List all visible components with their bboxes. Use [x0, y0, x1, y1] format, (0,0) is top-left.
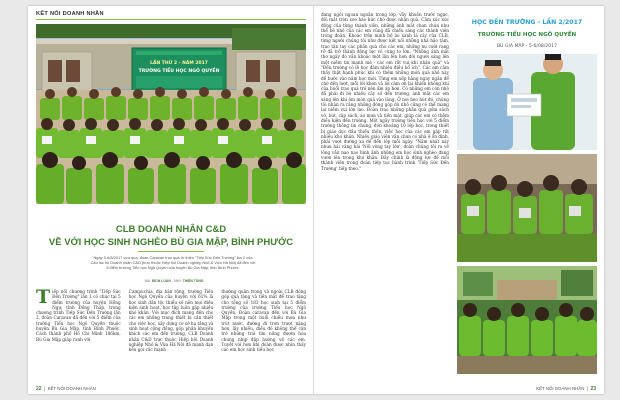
footer-left-text: KẾT NỐI DOANH NHÂN	[47, 386, 96, 391]
byline-prefix: BÀI:	[144, 279, 151, 283]
classroom-photo-illustration	[457, 266, 597, 374]
footer-right: KẾT NỐI DOANH NHÂN | 23	[536, 386, 596, 392]
group-photo-illustration	[36, 24, 306, 204]
header-rule	[36, 19, 306, 20]
banner-text-2: TRƯỜNG TIỂU HỌC NGÔ QUYỀN	[138, 69, 220, 74]
byline-author: BÍCH LOAN	[151, 279, 171, 283]
title-divider	[138, 251, 204, 252]
banner-text-1: LẦN THỨ 2 - NĂM 2017	[150, 61, 208, 66]
handover-photo	[457, 12, 597, 150]
classroom-photo	[457, 266, 597, 374]
section-tag: KẾT NỐI DOANH NHÂN	[36, 11, 104, 17]
photo1-banner-line3: BÙ GIA MẬP - 5-6/08/2017	[496, 44, 558, 49]
body-column-2: Campuchia, địa bàn rộng, trường Tiểu học Ngô Quyền của huyện với 61% là học sinh dân tộc thiểu số nên mọi điều kiện sinh hoạt, học tập luôn gặp nhiều khó khăn. Với mục đích mang đến cho các em những trang thiết bị cần thiết cho việc học, xây dựng cơ sở hạ tầng và sinh hoạt cộng đồng, góp phần khuyến khích các em đến trường, CLB Doanh nhân C&D trực thuộc Hiệp hội Doanh nghiệp Nhỏ & Vừa Hà Nội đã mạnh dạn kêu gọi các mạnh	[128, 289, 214, 353]
children-photo-illustration	[457, 154, 597, 262]
page-number-right: 23	[590, 386, 596, 392]
children-photo	[457, 154, 597, 262]
body-column-1-text: iếp nối chương trình "Tiếp Sức Đến Trường" lần 1 có chúc tại 5 điểm trường của huyện Hồng Ngự, tỉnh Đồng Tháp, trong chương trình Tiếp Sức Đến Trường lần 2, đoàn Caravan đã đến với 5 điểm của trường Tiểu học Ngô Quyền thuộc huyện Bù Gia Mập, tỉnh Bình Phước. Cách thành phố Hồ Chí Minh 186km, Bù Gia Mập giáp ranh với	[36, 289, 121, 342]
article-lead: Ngày 5-6/8/2017 vừa qua, đoàn Caravan trao quà từ thiện "Tiếp Sức Đến Trường" lần 2 của Câu lạc bộ Doanh nhân C&D (trực thuộc Hiệp hội Doanh nghiệp Nhỏ & Vừa Hà Nội) đã đến với 5 điểm trường Tiểu học Ngô Quyền của huyện Bù Gia Mập, tỉnh Bình Phước.	[90, 255, 256, 271]
right-body-column: đang ngồi ngoan ngoãn trong lớp, vẫy khuôn trước ngực, đôi mắt tròn xoe háo hức chờ được nhận quà. Cảm xúc xúc động của từng thành viên, những ánh mắt chan chứa như thể bé nhỏ của các em cũng đã chiếu sáng các thành viên trong đoàn. Khoác trên mình bộ áo xanh lá cây của CLB, từng người chúng tôi như được kết nối những nhà hảo tâm, trao tận tay các phần quà cho các em, những nụ cười rạng rỡ đã trở thành động lực vô cùng to lớn. "Những ánh mắt thơ ngây đó vẫn khoác một lần lên hơn đời người sáng lên một niềm tin mạnh mẽ - các em rất vui khi nhận quà" và "Đến trường có lẽ học đàm nhiều điều bổ ích". Các em cảm thấy thật hạnh phúc khi có thêm những món quà nhỏ này để bước vào năm học mới. Từng em xếp hàng ngay ngắn để chờ đến lượt, mỗi lời khen và lời cảm ơn lại khiến không khí của buổi trao quà trở nên ấm áp hơn. Có những em còn nhỏ đã phải đi bộ nhiều cây số đến trường, ánh mắt các em sáng lên khi ôm món quà vào lòng. Ở nơi heo hút đó, chúng tôi nhận ra rằng những đóng góp dù nhỏ cũng có thể mang lại niềm vui lớn lao. Đoàn trao những phần quà gồm sách vở, bút, cặp sách, áo mưa và tiền mặt, giúp các em có thêm điều kiện đến trường. Một ngày trường tiểu học với 5 điểm trường thông tin chung, đón khoảng 10 lớp học, trong thiết bị giáo dục đầu thiếu thốn, việc học của các em gặp rất nhiều khó khăn. Nhiều giáo viên vẫn chưa có nhà ở ổn định, phải vượt đường xa để đến lớp mỗi ngày. "Năm nhất này nhưa hái vàng hái 'Nối vòng tay lớn', đoàn chúng tôi ra về lòng vẫn nao nao hình ảnh những em học sinh nghèo đang vươn lên trong khó khăn. Đây chính là động lực để mỗi thành viên trong đoàn tiếp tục hành trình 'Tiếp Sức Đến Trường' tiếp theo."	[321, 12, 449, 171]
byline	[124, 279, 224, 283]
magazine-spread	[28, 6, 604, 394]
byline-photographer: THIỆN TÙNG	[182, 279, 204, 283]
dropcap: T	[36, 289, 51, 308]
photo1-banner-line1: HỌC ĐẾN TRƯỜNG - LẦN 2/2017	[471, 19, 583, 26]
group-photo	[36, 24, 306, 204]
page-number-left: 22	[36, 386, 42, 392]
body-column-3: thường quân trong và ngoài CLB đóng góp quà tặng và tiền mặt để trao tặng cho tổng số 183 học sinh tại 5 điểm trường của trường Tiểu học Ngô Quyền. Đoàn caravan đến với Bù Gia Mập trong một buổi chiều mưa như trút nước, đường đi trơn trượt nặng hơn, lầy nhiều, điều đó không thể cản trở những trái tim nồng đượm hòa chung nhịp đập hướng về các em. Tuyệt vời hơn khi đoàn được nhìn thấy các em học sinh tiểu học	[221, 289, 307, 353]
right-page	[315, 6, 604, 394]
article-title-line2: VỀ VỚI HỌC SINH NGHÈO BÙ GIA MẬP, BÌNH PHƯỚC	[48, 237, 294, 248]
body-column-1	[36, 289, 121, 383]
footer-right-text: KẾT NỐI DOANH NHÂN	[536, 386, 585, 391]
handover-photo-illustration	[457, 12, 597, 150]
byline-photo-prefix: ẢNH:	[173, 279, 182, 283]
article-body	[36, 289, 306, 383]
left-page	[28, 6, 314, 394]
photo1-banner-line2: TRƯỜNG TIỂU HỌC NGÔ QUYỀN	[477, 32, 577, 38]
article-title-line1: CLB DOANH NHÂN C&D	[115, 224, 227, 235]
footer-left: 22 | KẾT NỐI DOANH NHÂN	[36, 386, 96, 392]
